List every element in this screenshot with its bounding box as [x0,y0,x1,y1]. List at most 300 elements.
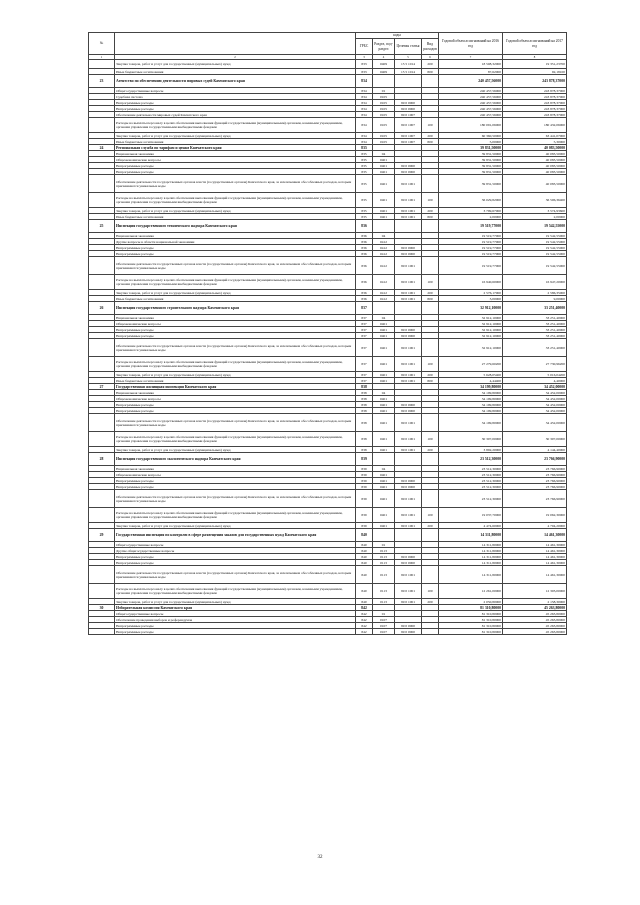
row-volume-2017: 33 251,40000 [503,321,567,327]
row-target-article: 99 0 1001 [395,214,422,220]
row-target-article: 99 0 0000 [395,560,422,566]
row-volume-2017: 180 432,06000 [503,118,567,133]
row-grbs: 836 [356,233,373,239]
row-name: Непрограммные расходы [115,484,356,490]
row-volume-2016: 39 831,50000 [439,163,503,169]
row-razdel: 0401 [373,490,395,508]
row-target-article: 99 0 1001 [395,372,422,378]
row-target-article: 99 0 1007 [395,139,422,145]
row-target-article [395,302,422,315]
row-volume-2017: 40 083,50000 [503,145,567,151]
section-row [89,220,567,233]
row-razdel: 0113 [373,566,395,584]
row-name: Непрограммные расходы [115,100,356,106]
row-volume-2016: 240 457,56000 [439,100,503,106]
row-number [89,275,115,290]
row-name: Непрограммные расходы [115,327,356,333]
row-grbs: 838 [356,384,373,390]
row-volume-2017: 14 461,30000 [503,554,567,560]
row-grbs: 837 [356,339,373,357]
row-target-article: 99 0 1001 [395,208,422,214]
row-grbs: 842 [356,617,373,623]
row-target-article [395,75,422,88]
row-razdel: 0107 [373,623,395,629]
row-volume-2017: 40 083,50000 [503,169,567,175]
row-razdel [373,75,395,88]
row-name: Обеспечение деятельности государственных органов власти (государственных органов) Камчатского края, за исключением обособленных расходов, которым присваиваются уникальные коды [115,566,356,584]
row-volume-2017: 40 083,50000 [503,157,567,163]
header-volume-2016: Годовой объем ассигнований на 2016 год [439,33,503,55]
row-name: Избирательная комиссия Камчатского края [115,605,356,611]
row-volume-2017: 23 766,90000 [503,484,567,490]
table-row [89,357,567,372]
row-volume-2017: 30 307,00000 [503,432,567,447]
row-grbs: 835 [356,145,373,151]
row-razdel: 0401 [373,472,395,478]
row-grbs: 840 [356,542,373,548]
row-name: Непрограммные расходы [115,554,356,560]
row-volume-2017: 5 016,04200 [503,372,567,378]
row-grbs: 836 [356,290,373,296]
row-grbs: 836 [356,251,373,257]
table-row [89,339,567,357]
row-name: Закупка товаров, работ и услуг для государственных (муниципальных) нужд [115,372,356,378]
row-razdel: 0409 [373,69,395,75]
row-expense-type [422,529,439,542]
row-target-article: 99 0 1001 [395,508,422,523]
row-volume-2016: 81 310,80000 [439,611,503,617]
row-target-article: 99 0 1007 [395,133,422,139]
row-volume-2016: 32 912,10000 [439,302,503,315]
index-cell: 3 [356,55,373,60]
row-volume-2016: 14 311,80000 [439,560,503,566]
row-razdel: 0401 [373,378,395,384]
row-grbs: 840 [356,554,373,560]
row-razdel: 0401 [373,508,395,523]
table-row [89,566,567,584]
row-volume-2016: 240 457,56000 [439,112,503,118]
row-grbs: 836 [356,245,373,251]
row-razdel: 0401 [373,208,395,214]
row-name: Региональная служба по тарифам и ценам Камчатского края [115,145,356,151]
row-volume-2017: 34 452,00000 [503,402,567,408]
row-target-article [395,529,422,542]
document-page [88,32,566,635]
row-grbs: 840 [356,599,373,605]
row-expense-type: 200 [422,599,439,605]
row-target-article: 99 0 0000 [395,623,422,629]
row-grbs: 834 [356,118,373,133]
row-razdel: 0105 [373,118,395,133]
row-name: Иные бюджетные ассигнования [115,139,356,145]
row-volume-2016: 4 474,60000 [439,523,503,529]
row-volume-2016: 39 831,50000 [439,145,503,151]
row-volume-2017: 243 878,37000 [503,112,567,118]
row-volume-2017: 33 251,40000 [503,315,567,321]
row-volume-2016: 23 512,30000 [439,453,503,466]
row-volume-2017: 9,00000 [503,296,567,302]
row-volume-2016: 5,00000 [439,139,503,145]
row-razdel: 0113 [373,548,395,554]
row-name: Национальная экономика [115,315,356,321]
row-grbs: 838 [356,396,373,402]
row-name: Закупка товаров, работ и услуг для государственных (муниципальных) нужд [115,60,356,69]
row-expense-type: 100 [422,584,439,599]
row-volume-2016: 87,62000 [439,69,503,75]
row-name: Общегосударственные вопросы [115,542,356,548]
row-volume-2017: 19 542,55000 [503,245,567,251]
row-volume-2017: 40 083,50000 [503,151,567,157]
row-name: Обеспечение проведения выборов и референдумов [115,617,356,623]
row-volume-2017: 23 766,90000 [503,466,567,472]
row-name: Национальная экономика [115,390,356,396]
row-volume-2017: 34 452,00000 [503,408,567,414]
row-volume-2016: 39 831,50000 [439,151,503,157]
row-razdel [373,453,395,466]
row-expense-type: 800 [422,214,439,220]
row-name: Закупка товаров, работ и услуг для государственных (муниципальных) нужд [115,290,356,296]
row-volume-2017: 19 542,55000 [503,239,567,245]
row-volume-2017: 2 586,35000 [503,290,567,296]
row-target-article [395,220,422,233]
row-name: Инспекция государственного строительного надзора Камчатского края [115,302,356,315]
row-grbs: 839 [356,472,373,478]
row-volume-2017: 19 351,23700 [503,60,567,69]
row-volume-2017: 40 083,50000 [503,175,567,193]
row-volume-2017: 19 542,55000 [503,251,567,257]
row-name: Иные бюджетные ассигнования [115,69,356,75]
row-name: Непрограммные расходы [115,623,356,629]
row-name: Закупка товаров, работ и услуг для государственных (муниципальных) нужд [115,133,356,139]
row-volume-2017: 3 574,93600 [503,208,567,214]
row-name: Судебная система [115,94,356,100]
row-grbs: 837 [356,302,373,315]
row-expense-type: 800 [422,69,439,75]
row-razdel: 0105 [373,94,395,100]
row-razdel: 0401 [373,432,395,447]
row-grbs: 834 [356,106,373,112]
row-grbs: 833 [356,69,373,75]
row-number [89,629,115,635]
row-volume-2017: 63 441,07000 [503,133,567,139]
row-volume-2016: 27 279,60200 [439,357,503,372]
row-number: 26 [89,302,115,315]
row-number: 27 [89,384,115,390]
row-expense-type [422,453,439,466]
row-target-article: 99 0 0000 [395,554,422,560]
row-volume-2016: 5 628,05400 [439,372,503,378]
row-volume-2016: 32 912,10000 [439,339,503,357]
row-grbs: 835 [356,214,373,220]
row-expense-type: 100 [422,275,439,290]
row-razdel: 0401 [373,414,395,432]
row-expense-type [422,302,439,315]
row-volume-2017: 243 878,37000 [503,88,567,94]
row-razdel: 0401 [373,339,395,357]
row-volume-2017: 19 062,30000 [503,508,567,523]
row-name: Непрограммные расходы [115,402,356,408]
header-number: № [89,33,115,55]
row-target-article: 99 0 1001 [395,257,422,275]
row-target-article: 99 0 0000 [395,169,422,175]
row-number [89,414,115,432]
row-volume-2017: 33 251,40000 [503,327,567,333]
table-row [89,490,567,508]
row-volume-2017: 12 303,00000 [503,584,567,599]
row-volume-2016: 3,00000 [439,296,503,302]
row-volume-2017: 45 263,80000 [503,623,567,629]
row-volume-2017: 36 506,36400 [503,193,567,208]
row-number: 23 [89,75,115,88]
row-target-article: 99 0 0000 [395,408,422,414]
row-volume-2017: 33 251,40000 [503,302,567,315]
row-volume-2017: 2,00000 [503,214,567,220]
row-volume-2016: 19 519,77000 [439,239,503,245]
row-volume-2016: 34 199,80000 [439,384,503,390]
row-grbs: 839 [356,523,373,529]
row-razdel: 0409 [373,60,395,69]
row-number: 28 [89,453,115,466]
row-volume-2016: 2 576,17000 [439,290,503,296]
row-name: Закупка товаров, работ и услуг для государственных (муниципальных) нужд [115,599,356,605]
row-razdel: 0105 [373,139,395,145]
row-grbs: 840 [356,548,373,554]
row-volume-2016: 19 519,77000 [439,220,503,233]
row-name: Общеэкономические вопросы [115,321,356,327]
row-number [89,175,115,193]
row-grbs: 838 [356,402,373,408]
row-razdel: 04 [373,151,395,157]
row-razdel: 0401 [373,163,395,169]
table-row [89,275,567,290]
row-expense-type: 100 [422,193,439,208]
row-volume-2017: 4,40000 [503,378,567,384]
row-volume-2016: 32 912,10000 [439,315,503,321]
row-volume-2017: 40 083,50000 [503,163,567,169]
row-volume-2016: 32 912,10000 [439,321,503,327]
row-volume-2017: 2 158,30000 [503,599,567,605]
row-name: Непрограммные расходы [115,333,356,339]
table-row [89,432,567,447]
row-volume-2017: 19 542,55000 [503,233,567,239]
table-row [89,175,567,193]
row-name: Государственная жилищная инспекция Камчатского края [115,384,356,390]
row-number: 29 [89,529,115,542]
row-target-article: 99 0 0000 [395,251,422,257]
row-volume-2017: 33 251,40000 [503,333,567,339]
row-name: Расходы на выплаты персоналу в целях обеспечения выполнения функций государственными (муниципальными) органами, казенными учреждениями, органами управления государственными внебюджетными фондами [115,584,356,599]
row-grbs: 842 [356,629,373,635]
row-razdel: 04 [373,233,395,239]
row-grbs: 837 [356,357,373,372]
row-name: Инспекция государственного технического надзора Камчатского края [115,220,356,233]
row-volume-2017: 14 461,30000 [503,560,567,566]
row-grbs: 842 [356,623,373,629]
row-target-article [395,453,422,466]
row-grbs: 835 [356,157,373,163]
row-razdel: 0401 [373,396,395,402]
index-cell: 8 [503,55,567,60]
row-volume-2017: 16 947,20000 [503,275,567,290]
row-target-article: 99 0 0000 [395,106,422,112]
row-volume-2016: 32 912,10000 [439,333,503,339]
row-razdel: 04 [373,390,395,396]
row-volume-2016: 34 199,80000 [439,396,503,402]
index-cell: 1 [89,55,115,60]
row-number [89,508,115,523]
row-volume-2016: 23 512,30000 [439,484,503,490]
index-cell: 5 [395,55,422,60]
row-volume-2016: 23 512,30000 [439,478,503,484]
header-volume-2017: Годовой объем ассигнований на 2017 год [503,33,567,55]
row-grbs: 840 [356,529,373,542]
budget-table [88,32,567,635]
row-target-article: 99 0 1001 [395,566,422,584]
row-volume-2016: 2 050,80000 [439,599,503,605]
row-razdel: 0401 [373,321,395,327]
row-expense-type: 200 [422,133,439,139]
row-target-article: 15 5 1014 [395,60,422,69]
row-name: Закупка товаров, работ и услуг для государственных (муниципальных) нужд [115,523,356,529]
row-grbs: 835 [356,163,373,169]
row-volume-2017: 34 452,00000 [503,384,567,390]
row-target-article: 99 0 1001 [395,378,422,384]
row-name: Обеспечение деятельности государственных органов власти (государственных органов) Камчатского края, за исключением обособленных расходов, которым присваиваются уникальные коды [115,490,356,508]
row-razdel: 0105 [373,112,395,118]
row-name: Агентство по обеспечению деятельности мировых судей Камчатского края [115,75,356,88]
header-target-article: Целевая статья [395,39,422,55]
row-expense-type: 200 [422,290,439,296]
row-number [89,257,115,275]
row-grbs: 840 [356,584,373,599]
row-volume-2016: 81 310,80000 [439,617,503,623]
row-volume-2016: 30 307,00000 [439,432,503,447]
row-grbs: 835 [356,208,373,214]
table-row [89,508,567,523]
row-name: Закупка товаров, работ и услуг для государственных (муниципальных) нужд [115,447,356,453]
row-target-article: 99 0 1001 [395,357,422,372]
row-name: Непрограммные расходы [115,478,356,484]
row-volume-2017: 34 452,00000 [503,414,567,432]
row-volume-2017: 243 878,37000 [503,106,567,112]
row-volume-2017: 27 730,96200 [503,357,567,372]
row-razdel: 0412 [373,239,395,245]
row-expense-type: 200 [422,60,439,69]
row-volume-2016: 19 519,77000 [439,233,503,239]
table-row [89,414,567,432]
section-row [89,453,567,466]
row-target-article: 99 0 1001 [395,290,422,296]
row-razdel: 01 [373,611,395,617]
row-grbs: 837 [356,321,373,327]
row-name: Национальная экономика [115,233,356,239]
row-number [89,566,115,584]
row-volume-2016: 34 199,80000 [439,402,503,408]
row-expense-type [422,629,439,635]
row-target-article: 99 0 0000 [395,100,422,106]
row-name: Общегосударственные вопросы [115,611,356,617]
row-name: Обеспечение деятельности государственных органов власти (государственных органов) Камчатского края, за исключением обособленных расходов, которым присваиваются уникальные коды [115,339,356,357]
row-volume-2017: 4 144,40000 [503,447,567,453]
row-target-article: 99 0 1001 [395,175,422,193]
row-target-article: 99 0 1001 [395,599,422,605]
row-volume-2017: 5,30000 [503,139,567,145]
row-volume-2017: 23 766,90000 [503,490,567,508]
table-body [89,60,567,635]
row-name: Непрограммные расходы [115,169,356,175]
row-razdel: 0412 [373,257,395,275]
row-name: Общеэкономические вопросы [115,396,356,402]
row-grbs: 842 [356,605,373,611]
row-razdel: 0113 [373,599,395,605]
row-volume-2017: 34 452,00000 [503,396,567,402]
row-name: Иные бюджетные ассигнования [115,378,356,384]
header-grbs: ГРБС [356,39,373,55]
row-name: Обеспечение деятельности государственных органов власти (государственных органов) Камчатского края, за исключением обособленных расходов, которым присваиваются уникальные коды [115,257,356,275]
row-volume-2016: 23 512,30000 [439,472,503,478]
row-name: Другие общегосударственные вопросы [115,548,356,554]
row-razdel: 0412 [373,245,395,251]
row-target-article: 99 0 0000 [395,478,422,484]
row-target-article: 99 0 0000 [395,629,422,635]
row-razdel: 0412 [373,275,395,290]
row-volume-2017: 19 542,55000 [503,220,567,233]
row-volume-2016: 240 457,56000 [439,94,503,100]
row-volume-2017: 45 263,80000 [503,617,567,623]
row-volume-2017: 45 263,80000 [503,605,567,611]
row-razdel: 01 [373,542,395,548]
row-volume-2017: 34 452,00000 [503,390,567,396]
row-razdel: 04 [373,466,395,472]
row-name: Инспекция государственного экологического надзора Камчатского края [115,453,356,466]
row-name: Общегосударственные вопросы [115,88,356,94]
row-volume-2016: 240 457,56000 [439,75,503,88]
row-razdel: 0401 [373,333,395,339]
row-volume-2016: 23 512,30000 [439,490,503,508]
row-razdel: 0113 [373,554,395,560]
row-grbs: 839 [356,453,373,466]
row-grbs: 838 [356,408,373,414]
row-target-article: 99 0 0000 [395,333,422,339]
row-razdel [373,220,395,233]
row-grbs: 838 [356,447,373,453]
row-expense-type: 200 [422,208,439,214]
row-razdel: 0401 [373,478,395,484]
row-volume-2016: 19 519,77000 [439,251,503,257]
row-grbs: 834 [356,112,373,118]
table-row [89,257,567,275]
row-grbs: 837 [356,327,373,333]
table-row [89,193,567,208]
row-expense-type [422,175,439,193]
row-volume-2016: 36 029,82000 [439,193,503,208]
row-expense-type [422,339,439,357]
row-razdel: 0401 [373,175,395,193]
row-volume-2017: 45 263,80000 [503,611,567,617]
table-row [89,584,567,599]
row-name: Национальная экономика [115,466,356,472]
row-razdel [373,302,395,315]
row-razdel: 0412 [373,296,395,302]
row-grbs: 834 [356,94,373,100]
row-volume-2016: 34 199,80000 [439,390,503,396]
row-razdel: 0113 [373,584,395,599]
row-number [89,118,115,133]
header-razdel: Раздел, под-раздел [373,39,395,55]
row-razdel: 0412 [373,290,395,296]
row-expense-type: 100 [422,118,439,133]
row-razdel: 0401 [373,402,395,408]
